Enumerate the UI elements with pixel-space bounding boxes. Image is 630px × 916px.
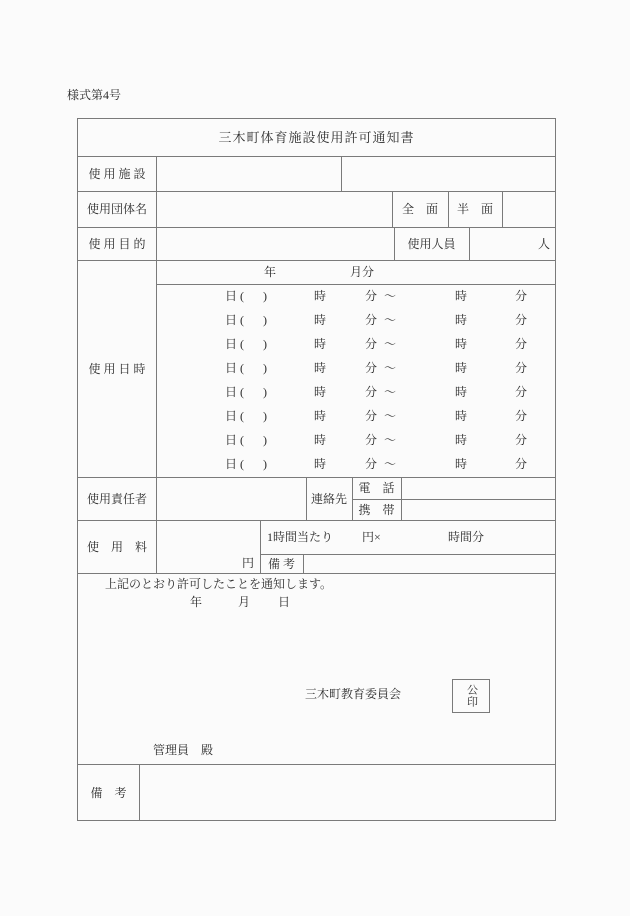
people-unit-label: 人 xyxy=(537,236,550,251)
schedule-from-min: 分 xyxy=(365,337,378,351)
schedule-day-label: 日 ( xyxy=(225,289,244,303)
schedule-to-hour: 時 xyxy=(455,457,468,471)
schedule-tilde: ～ xyxy=(384,457,397,471)
schedule-from-hour: 時 xyxy=(314,385,327,399)
schedule-from-min: 分 xyxy=(365,313,378,327)
schedule-paren-close: ) xyxy=(263,433,267,447)
organization-name-cell xyxy=(156,191,392,227)
fee-per-hour-label: 1時間当たり xyxy=(267,530,334,544)
schedule-to-hour: 時 xyxy=(455,361,468,375)
schedule-row xyxy=(156,308,556,332)
schedule-tilde: ～ xyxy=(384,313,397,327)
organization-label: 使用団体名 xyxy=(86,202,147,216)
purpose-label: 使 用 目 的 xyxy=(88,236,146,251)
schedule-year-label: 年 xyxy=(264,265,277,279)
mobile-value-cell xyxy=(401,499,555,520)
schedule-tilde: ～ xyxy=(384,361,397,375)
form-number: 様式第4号 xyxy=(67,88,122,102)
schedule-row xyxy=(156,356,556,380)
schedule-from-hour: 時 xyxy=(314,313,327,327)
schedule-paren-close: ) xyxy=(263,457,267,471)
notice-month-label: 月 xyxy=(238,595,251,609)
schedule-row xyxy=(156,380,556,404)
schedule-paren-close: ) xyxy=(263,313,267,327)
schedule-paren-close: ) xyxy=(263,289,267,303)
issuer-name: 三木町教育委員会 xyxy=(305,687,402,701)
schedule-to-hour: 時 xyxy=(455,409,468,423)
recipient-label: 管理員 殿 xyxy=(153,743,214,757)
responsible-name-cell xyxy=(156,477,306,520)
schedule-from-min: 分 xyxy=(365,385,378,399)
schedule-day-label: 日 ( xyxy=(225,457,244,471)
schedule-to-hour: 時 xyxy=(455,289,468,303)
schedule-from-hour: 時 xyxy=(314,361,327,375)
schedule-paren-close: ) xyxy=(263,337,267,351)
schedule-to-min: 分 xyxy=(515,361,528,375)
schedule-to-min: 分 xyxy=(515,313,528,327)
schedule-to-hour: 時 xyxy=(455,337,468,351)
schedule-from-min: 分 xyxy=(365,433,378,447)
fee-note-value-cell xyxy=(303,554,555,573)
schedule-from-hour: 時 xyxy=(314,433,327,447)
notice-year-label: 年 xyxy=(190,595,203,609)
fee-label: 使 用 料 xyxy=(86,539,147,554)
schedule-row xyxy=(156,284,556,308)
mobile-label: 携 帯 xyxy=(358,502,395,517)
schedule-label: 使 用 日 時 xyxy=(88,361,146,376)
schedule-day-label: 日 ( xyxy=(225,433,244,447)
facility-value-cell-2 xyxy=(341,156,555,191)
form-title: 三木町体育施設使用許可通知書 xyxy=(218,130,415,145)
schedule-day-label: 日 ( xyxy=(225,337,244,351)
schedule-row xyxy=(156,404,556,428)
schedule-paren-close: ) xyxy=(263,409,267,423)
people-count-label: 使用人員 xyxy=(407,236,456,251)
schedule-tilde: ～ xyxy=(384,289,397,303)
schedule-from-min: 分 xyxy=(365,409,378,423)
fee-yen-times-label: 円× xyxy=(362,530,381,544)
schedule-to-hour: 時 xyxy=(455,433,468,447)
schedule-to-hour: 時 xyxy=(455,313,468,327)
fee-hours-label: 時間分 xyxy=(448,530,485,544)
schedule-to-min: 分 xyxy=(515,409,528,423)
responsible-label: 使用責任者 xyxy=(86,491,147,506)
schedule-day-label: 日 ( xyxy=(225,313,244,327)
schedule-tilde: ～ xyxy=(384,433,397,447)
full-court-label: 全 面 xyxy=(401,202,438,216)
schedule-row xyxy=(156,332,556,356)
grid-line-h xyxy=(78,573,555,574)
schedule-to-min: 分 xyxy=(515,385,528,399)
schedule-day-label: 日 ( xyxy=(225,385,244,399)
schedule-to-min: 分 xyxy=(515,433,528,447)
schedule-tilde: ～ xyxy=(384,385,397,399)
schedule-to-hour: 時 xyxy=(455,385,468,399)
schedule-month-label: 月分 xyxy=(350,265,375,279)
schedule-tilde: ～ xyxy=(384,409,397,423)
phone-label: 電 話 xyxy=(358,481,395,495)
remarks-value-cell xyxy=(139,764,555,821)
facility-value-cell-1 xyxy=(156,156,341,191)
fee-amount-unit: 円 xyxy=(241,556,254,570)
remarks-label: 備 考 xyxy=(90,785,127,800)
schedule-day-label: 日 ( xyxy=(225,361,244,375)
schedule-to-min: 分 xyxy=(515,457,528,471)
official-seal-box xyxy=(452,679,490,713)
schedule-paren-close: ) xyxy=(263,361,267,375)
schedule-from-hour: 時 xyxy=(314,457,327,471)
schedule-from-min: 分 xyxy=(365,457,378,471)
phone-value-cell xyxy=(401,477,555,499)
schedule-row xyxy=(156,428,556,452)
schedule-to-min: 分 xyxy=(515,289,528,303)
contact-label: 連絡先 xyxy=(310,491,347,506)
purpose-value-cell xyxy=(156,227,394,260)
schedule-day-label: 日 ( xyxy=(225,409,244,423)
schedule-from-hour: 時 xyxy=(314,337,327,351)
official-seal-label: 公印 xyxy=(465,684,478,708)
schedule-paren-close: ) xyxy=(263,385,267,399)
court-selection-cell xyxy=(502,191,555,227)
schedule-to-min: 分 xyxy=(515,337,528,351)
notice-line: 上記のとおり許可したことを通知します。 xyxy=(105,577,333,591)
schedule-from-hour: 時 xyxy=(314,409,327,423)
fee-note-label: 備 考 xyxy=(267,556,295,571)
schedule-from-min: 分 xyxy=(365,289,378,303)
schedule-tilde: ～ xyxy=(384,337,397,351)
notice-day-label: 日 xyxy=(278,595,291,609)
schedule-from-min: 分 xyxy=(365,361,378,375)
half-court-label: 半 面 xyxy=(456,202,493,216)
permit-form-table xyxy=(77,118,556,821)
facility-label: 使 用 施 設 xyxy=(88,166,146,181)
schedule-from-hour: 時 xyxy=(314,289,327,303)
schedule-row xyxy=(156,452,556,476)
